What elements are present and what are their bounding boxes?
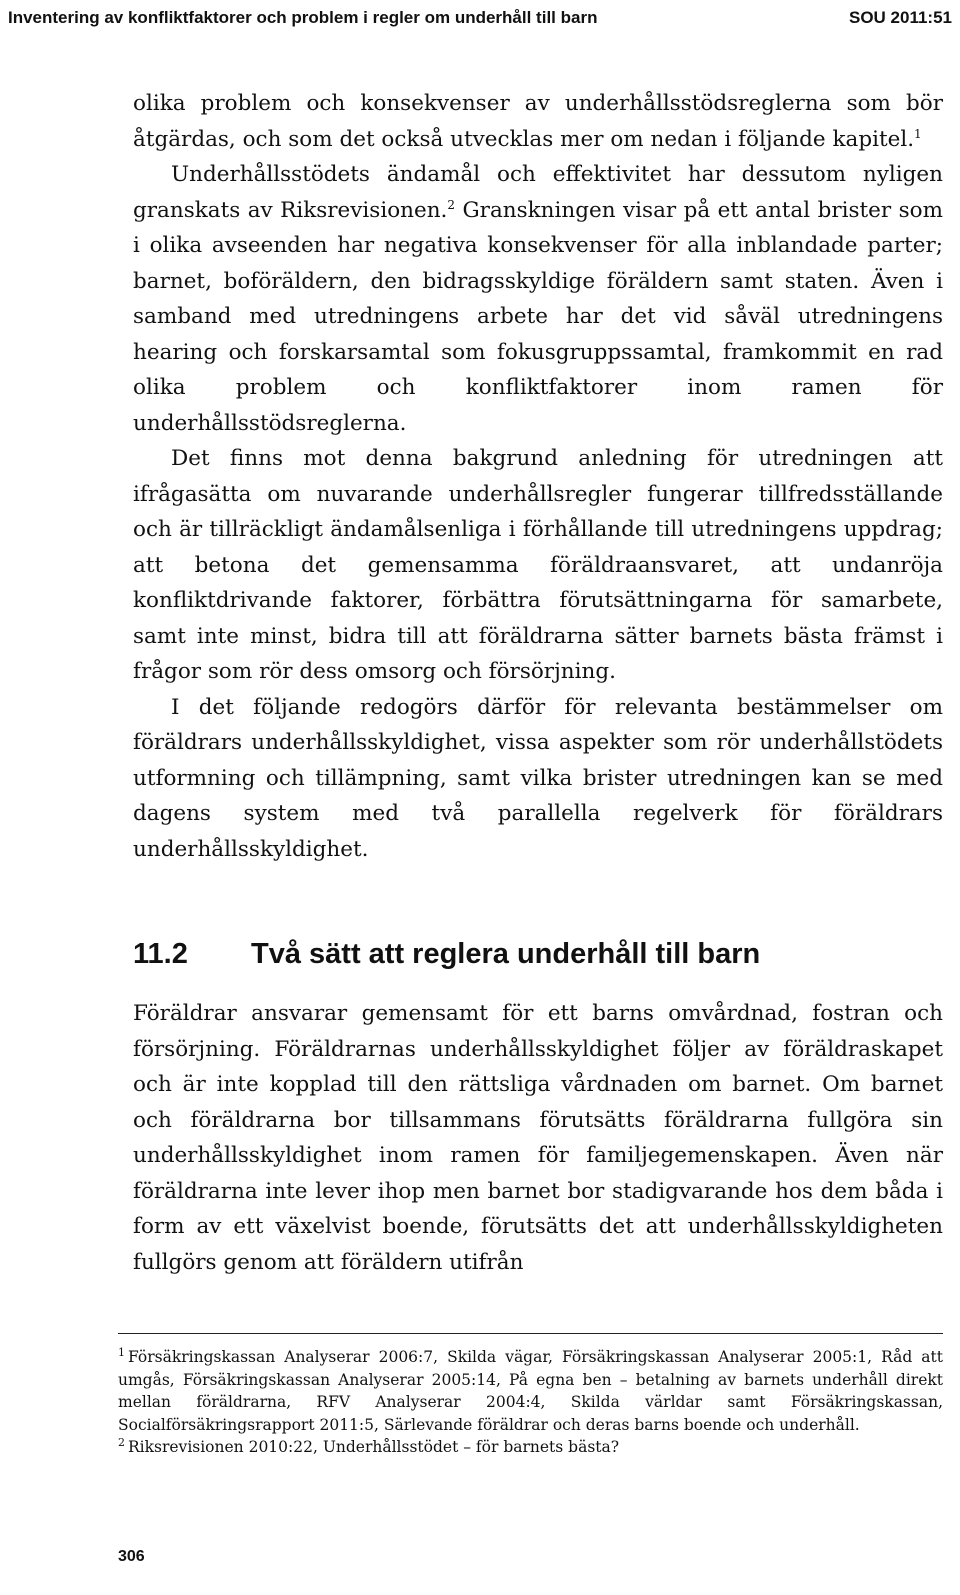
footnotes bbox=[118, 1346, 943, 1459]
section-paragraph-1: Föräldrar ansvarar gemensamt för ett barns omvårdnad, fostran och försörjning. Föräldrarnas underhållsskyldighet följer av föräldraskapet och är inte kopplad till den rättsliga vårdnaden om barnet. Om barnet och föräldrarna bor tillsammans förutsätts föräldrarna fullgöra sin underhållsskyldighet inom ramen för familjegemenskapen. Även när föräldrarna inte lever ihop men barnet bor stadigvarande hos dem båda i form av ett växelvist boende, förutsätts det att underhållsskyldigheten fullgörs genom att föräldern utifrån bbox=[133, 1001, 943, 1275]
running-header-title: Inventering av konfliktfaktorer och problem i regler om underhåll till barn bbox=[8, 8, 598, 27]
footnote-1-text: Försäkringskassan Analyserar 2006:7, Skilda vägar, Försäkringskassan Analyserar 2005:1, Råd att umgås, Försäkringskassan Analyserar 2005:14, På egna ben – betalning av barnets underhåll direkt mellan föräldrarna, RFV Analyserar 2004:4, Skilda världar samt Försäkringskassan, Socialförsäkringsrapport 2011:5, Särlevande föräldrar och deras barns boende och underhåll. bbox=[118, 1348, 943, 1434]
intro-paragraph-1 bbox=[133, 86, 943, 157]
running-header bbox=[8, 5, 952, 31]
footnote-1-number: 1 bbox=[118, 1345, 125, 1359]
intro-paragraph-1-text: olika problem och konsekvenser av underhållsstödsreglerna som bör åtgärdas, och som det också utvecklas mer om nedan i följande kapitel. bbox=[133, 91, 943, 152]
section-body bbox=[133, 996, 943, 1280]
footnote-2-text: Riksrevisionen 2010:22, Underhållsstödet – för barnets bästa? bbox=[128, 1438, 620, 1456]
footnote-divider bbox=[118, 1333, 943, 1334]
footnote-ref-2[interactable]: 2 bbox=[447, 197, 456, 212]
section-heading bbox=[133, 934, 943, 974]
intro-paragraph-2-text-b: Granskningen visar på ett antal brister som i olika avseenden har negativa konsekvenser för alla inblandade parter; barnet, boföräldern, den bidragsskyldige föräldern samt staten. Även i samband med utredningens arbete har det vid såväl utredningens hearing och forskarsamtal som fokusgruppssamtal, framkommit en rad olika problem och konfliktfaktorer inom ramen för underhållsstödsreglerna. bbox=[133, 197, 943, 436]
intro-paragraph-3: Det finns mot denna bakgrund anledning för utredningen att ifrågasätta om nuvarande underhållsregler fungerar tillfredsställande och är tillräckligt ändamålsenliga i förhållande till utredningens uppdrag; att betona det gemensamma föräldraansvaret, att undanröja konfliktdrivande faktorer, förbättra förutsättningarna för samarbete, samt inte minst, bidra till att föräldrarna sätter barnets bästa främst i frågor som rör dess omsorg och försörjning. bbox=[133, 446, 943, 684]
intro-body bbox=[133, 86, 943, 867]
intro-paragraph-2-text-a: Underhållsstödets ändamål och effektivitet har dessutom nyligen granskats av Riksrevisionen. bbox=[133, 162, 943, 223]
section-number: 11.2 bbox=[133, 938, 188, 970]
footnote-ref-1[interactable]: 1 bbox=[914, 126, 922, 141]
section-title: Två sätt att reglera underhåll till barn bbox=[251, 938, 761, 970]
intro-paragraph-2 bbox=[133, 157, 943, 441]
page-number: 306 bbox=[118, 1548, 145, 1565]
running-header-report-id: SOU 2011:51 bbox=[848, 8, 952, 27]
footnote-2-number: 2 bbox=[118, 1435, 125, 1449]
intro-paragraph-4: I det följande redogörs därför för relevanta bestämmelser om föräldrars underhållsskyldighet, vissa aspekter som rör underhållstödets utformning och tillämpning, samt vilka brister utredningen kan se med dagens system med två parallella regelverk för föräldrars underhållsskyldighet. bbox=[133, 694, 943, 862]
footnote-1 bbox=[118, 1346, 943, 1436]
footnote-2 bbox=[118, 1436, 943, 1459]
